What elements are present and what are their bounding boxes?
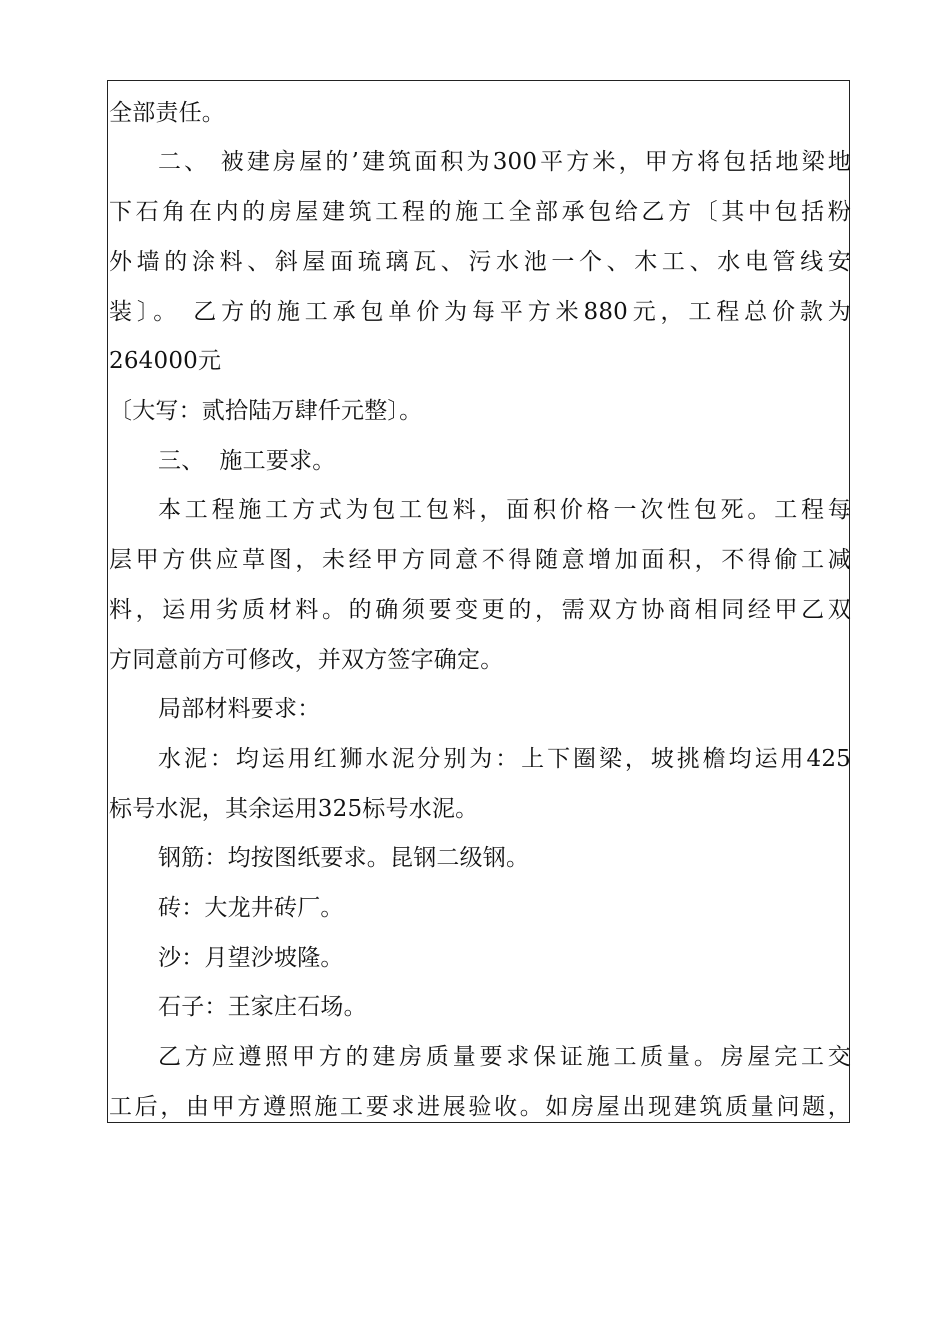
text-line: 二、 被建房屋的’建筑面积为300平方米，甲方将包括地梁地 — [158, 149, 851, 175]
text-line: 全部责任。 — [109, 100, 225, 126]
text-line: 三、 施工要求。 — [158, 448, 336, 474]
text-line: 沙：月望沙坡隆。 — [158, 945, 344, 971]
text-line: 264000元 — [109, 348, 222, 374]
text-line: 〔大写：贰拾陆万肆仟元整〕。 — [109, 398, 423, 424]
text-line: 钢筋：均按图纸要求。昆钢二级钢。 — [158, 845, 530, 871]
text-line: 砖：大龙井砖厂。 — [158, 895, 344, 921]
text-line: 外墙的涂料、斜屋面琉璃瓦、污水池一个、木工、水电管线安 — [109, 249, 851, 275]
text-line: 料，运用劣质材料。的确须要变更的，需双方协商相同经甲乙双 — [109, 597, 851, 623]
text-line: 装〕。 乙方的施工承包单价为每平方米880元，工程总价款为 — [109, 299, 851, 325]
text-line: 本工程施工方式为包工包料，面积价格一次性包死。工程每 — [158, 497, 851, 523]
text-line: 层甲方供应草图，未经甲方同意不得随意增加面积，不得偷工减 — [109, 547, 851, 573]
text-line: 乙方应遵照甲方的建房质量要求保证施工质量。房屋完工交 — [158, 1044, 851, 1070]
text-line: 工后，由甲方遵照施工要求进展验收。如房屋出现建筑质量问题， — [109, 1094, 851, 1120]
text-line: 石子：王家庄石场。 — [158, 994, 367, 1020]
text-line: 水泥：均运用红狮水泥分别为：上下圈梁，坡挑檐均运用425 — [158, 746, 851, 772]
text-line: 局部材料要求： — [158, 696, 321, 722]
text-line: 方同意前方可修改，并双方签字确定。 — [109, 647, 504, 673]
text-line: 下石角在内的房屋建筑工程的施工全部承包给乙方〔其中包括粉 — [109, 199, 851, 225]
text-line: 标号水泥，其余运用325标号水泥。 — [109, 796, 479, 822]
